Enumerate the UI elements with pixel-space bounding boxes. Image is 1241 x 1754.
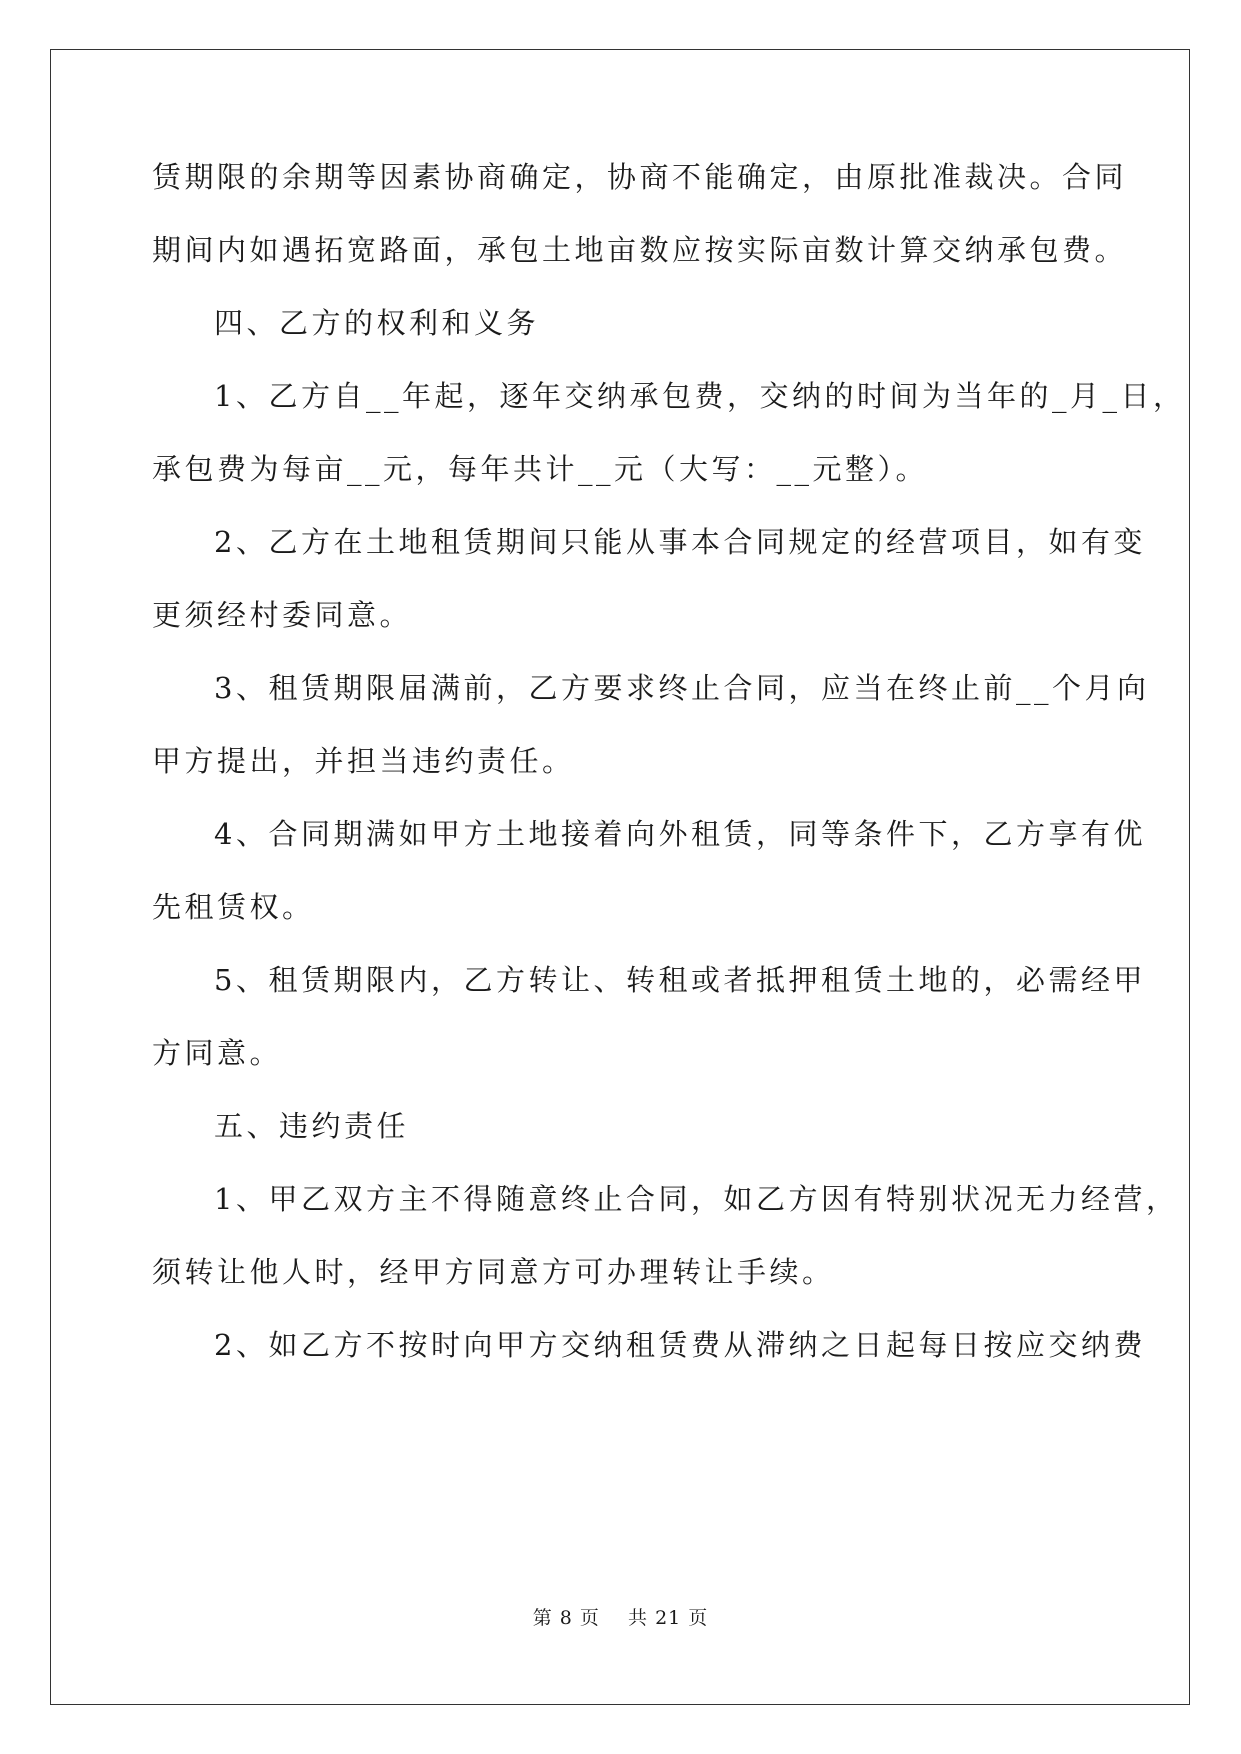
page-border: [50, 49, 1190, 1705]
body-line: 承包费为每亩__元，每年共计__元（大写：__元整）。: [152, 452, 929, 486]
body-line: 须转让他人时，经甲方同意方可办理转让手续。: [152, 1255, 835, 1289]
body-line: 期间内如遇拓宽路面，承包土地亩数应按实际亩数计算交纳承包费。: [152, 233, 1128, 267]
section-heading: 四、乙方的权利和义务: [214, 306, 540, 340]
section-heading: 五、违约责任: [214, 1109, 410, 1143]
clause-line: 4、合同期满如甲方土地接着向外租赁，同等条件下，乙方享有优: [214, 817, 1146, 851]
body-line: 方同意。: [152, 1036, 283, 1070]
clause-line: 1、甲乙双方主不得随意终止合同，如乙方因有特别状况无力经营，: [214, 1182, 1179, 1216]
body-line: 赁期限的余期等因素协商确定，协商不能确定，由原批准裁决。合同: [152, 160, 1128, 194]
body-line: 先租赁权。: [152, 890, 315, 924]
body-line: 更须经村委同意。: [152, 598, 413, 632]
clause-line: 5、租赁期限内，乙方转让、转租或者抵押租赁土地的，必需经甲: [214, 963, 1146, 997]
clause-line: 2、如乙方不按时向甲方交纳租赁费从滞纳之日起每日按应交纳费: [214, 1328, 1146, 1362]
clause-line: 2、乙方在土地租赁期间只能从事本合同规定的经营项目，如有变: [214, 525, 1146, 559]
clause-line: 3、租赁期限届满前，乙方要求终止合同，应当在终止前__个月向: [214, 671, 1150, 705]
body-line: 甲方提出，并担当违约责任。: [152, 744, 575, 778]
page-number: 第 8 页 共 21 页: [532, 1607, 709, 1629]
clause-line: 1、乙方自__年起，逐年交纳承包费，交纳的时间为当年的_月_日，: [214, 379, 1186, 413]
